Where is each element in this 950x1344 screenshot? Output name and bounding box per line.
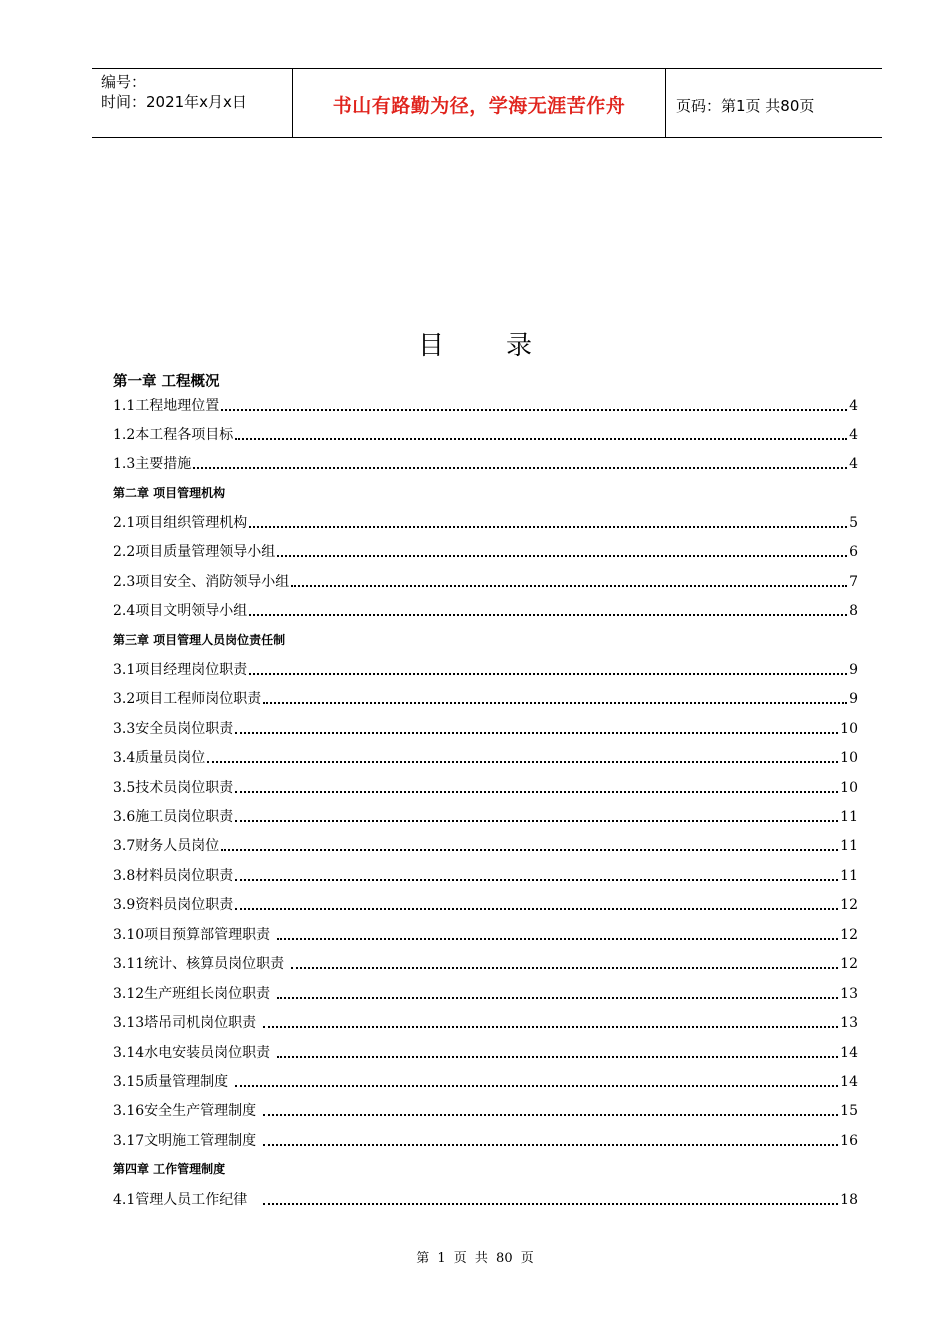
toc-leader-dots xyxy=(263,702,847,704)
toc-entry-text: 2.4项目文明领导小组 xyxy=(113,603,248,619)
toc-entry-page: 11 xyxy=(840,809,858,825)
document-header xyxy=(92,68,882,138)
toc-leader-dots xyxy=(263,1026,839,1028)
toc-entry[interactable] xyxy=(113,1070,858,1092)
toc-leader-dots xyxy=(263,1114,839,1116)
toc-entry[interactable] xyxy=(113,1129,858,1151)
toc-entry-text: 3.15质量管理制度 xyxy=(113,1074,233,1090)
toc-leader-dots xyxy=(221,849,838,851)
toc-entry-text: 3.14水电安装员岗位职责 xyxy=(113,1045,275,1061)
toc-entry[interactable] xyxy=(113,1011,858,1033)
header-page-cell xyxy=(666,69,882,137)
header-motto-cell xyxy=(293,69,666,137)
toc-entry-text: 3.16安全生产管理制度 xyxy=(113,1103,261,1119)
chapter-heading-4: 第四章 工作管理制度 xyxy=(113,1162,226,1176)
toc-leader-dots xyxy=(193,467,847,469)
toc-entry-text: 2.3项目安全、消防领导小组 xyxy=(113,574,290,590)
toc-leader-dots xyxy=(235,820,838,822)
toc-leader-dots xyxy=(277,938,839,940)
toc-entry[interactable] xyxy=(113,599,858,621)
toc-entry-page: 13 xyxy=(840,986,858,1002)
toc-entry[interactable] xyxy=(113,776,858,798)
toc-entry[interactable] xyxy=(113,687,858,709)
toc-leader-dots xyxy=(221,409,847,411)
toc-entry[interactable] xyxy=(113,982,858,1004)
toc-entry-text: 3.3安全员岗位职责 xyxy=(113,721,234,737)
chapter-heading-2: 第二章 项目管理机构 xyxy=(113,486,226,500)
toc-entry-text: 3.13塔吊司机岗位职责 xyxy=(113,1015,261,1031)
toc-entry-page: 15 xyxy=(840,1103,858,1119)
toc-entry-page: 11 xyxy=(840,868,858,884)
toc-entry-text: 3.12生产班组长岗位职责 xyxy=(113,986,275,1002)
toc-entry[interactable] xyxy=(113,834,858,856)
toc-leader-dots xyxy=(235,1085,839,1087)
toc-entry-text: 2.1项目组织管理机构 xyxy=(113,515,248,531)
toc-entry[interactable] xyxy=(113,1041,858,1063)
toc-entry-text: 3.10项目预算部管理职责 xyxy=(113,927,275,943)
toc-leader-dots xyxy=(249,614,847,616)
toc-entry-text: 3.7财务人员岗位 xyxy=(113,838,220,854)
chapter-heading-3: 第三章 项目管理人员岗位责任制 xyxy=(113,633,286,647)
toc-entry-page: 14 xyxy=(840,1074,858,1090)
toc-entry-page: 9 xyxy=(849,662,858,678)
toc-leader-dots xyxy=(263,1144,839,1146)
toc-entry-text: 3.8材料员岗位职责 xyxy=(113,868,234,884)
toc-entry[interactable] xyxy=(113,1188,858,1210)
toc-entry[interactable] xyxy=(113,394,858,416)
toc-entry[interactable] xyxy=(113,952,858,974)
toc-entry[interactable] xyxy=(113,1099,858,1121)
toc-entry-page: 16 xyxy=(840,1133,858,1149)
toc-leader-dots xyxy=(291,967,839,969)
motto-text: 书山有路勤为径，学海无涯苦作舟 xyxy=(332,95,626,117)
toc-entry-page: 11 xyxy=(840,838,858,854)
toc-leader-dots xyxy=(291,585,847,587)
page-footer: 第 1 页 共 80 页 xyxy=(416,1251,534,1266)
toc-leader-dots xyxy=(235,732,838,734)
toc-entry-text: 3.6施工员岗位职责 xyxy=(113,809,234,825)
toc-entry-text: 3.4质量员岗位 xyxy=(113,750,206,766)
page-code: 页码：第1页 共80页 xyxy=(676,97,815,115)
toc-title: 目录 xyxy=(417,331,594,361)
toc-entry[interactable] xyxy=(113,864,858,886)
toc-entry-page: 12 xyxy=(840,927,858,943)
toc-entry-text: 2.2项目质量管理领导小组 xyxy=(113,544,276,560)
toc-entry-page: 8 xyxy=(849,603,858,619)
time-label: 时间：2021年x月x日 xyxy=(101,93,247,111)
toc-leader-dots xyxy=(235,908,838,910)
toc-leader-dots xyxy=(235,791,838,793)
toc-leader-dots xyxy=(277,1056,839,1058)
toc-leader-dots xyxy=(249,673,847,675)
toc-leader-dots xyxy=(277,555,847,557)
toc-entry-page: 12 xyxy=(840,897,858,913)
toc-entry[interactable] xyxy=(113,717,858,739)
toc-entry-text: 3.1项目经理岗位职责 xyxy=(113,662,248,678)
toc-entry-page: 9 xyxy=(849,691,858,707)
toc-entry-page: 4 xyxy=(849,456,858,472)
toc-entry[interactable] xyxy=(113,805,858,827)
toc-entry-text: 1.1工程地理位置 xyxy=(113,398,220,414)
toc-leader-dots xyxy=(277,997,839,999)
toc-entry[interactable] xyxy=(113,658,858,680)
toc-entry-text: 3.9资料员岗位职责 xyxy=(113,897,234,913)
toc-entry-text: 1.2本工程各项目标 xyxy=(113,427,234,443)
header-info-cell xyxy=(92,69,293,137)
toc-entry-page: 13 xyxy=(840,1015,858,1031)
toc-entry-text: 4.1管理人员工作纪律 xyxy=(113,1192,261,1208)
toc-entry[interactable] xyxy=(113,511,858,533)
toc-entry-page: 4 xyxy=(849,398,858,414)
toc-entry-page: 7 xyxy=(849,574,858,590)
toc-entry[interactable] xyxy=(113,570,858,592)
toc-entry[interactable] xyxy=(113,746,858,768)
toc-entry-page: 6 xyxy=(849,544,858,560)
toc-entry-page: 4 xyxy=(849,427,858,443)
toc-entry-text: 3.2项目工程师岗位职责 xyxy=(113,691,262,707)
toc-entry-page: 5 xyxy=(849,515,858,531)
number-label: 编号： xyxy=(101,73,147,91)
toc-entry-page: 10 xyxy=(840,780,858,796)
toc-entry-text: 3.11统计、核算员岗位职责 xyxy=(113,956,289,972)
toc-entry[interactable] xyxy=(113,423,858,445)
toc-entry-page: 12 xyxy=(840,956,858,972)
toc-leader-dots xyxy=(263,1203,839,1205)
toc-entry[interactable] xyxy=(113,893,858,915)
toc-entry-page: 10 xyxy=(840,721,858,737)
toc-entry-page: 14 xyxy=(840,1045,858,1061)
toc-entry[interactable] xyxy=(113,452,858,474)
toc-entry[interactable] xyxy=(113,540,858,562)
toc-leader-dots xyxy=(235,438,847,440)
toc-leader-dots xyxy=(235,879,838,881)
toc-entry-page: 18 xyxy=(840,1192,858,1208)
toc-entry[interactable] xyxy=(113,923,858,945)
toc-leader-dots xyxy=(249,526,847,528)
toc-entry-text: 1.3主要措施 xyxy=(113,456,192,472)
toc-entry-text: 3.5技术员岗位职责 xyxy=(113,780,234,796)
toc-entry-page: 10 xyxy=(840,750,858,766)
toc-entry-text: 3.17文明施工管理制度 xyxy=(113,1133,261,1149)
chapter-heading-1: 第一章 工程概况 xyxy=(113,374,220,390)
toc-leader-dots xyxy=(207,761,838,763)
